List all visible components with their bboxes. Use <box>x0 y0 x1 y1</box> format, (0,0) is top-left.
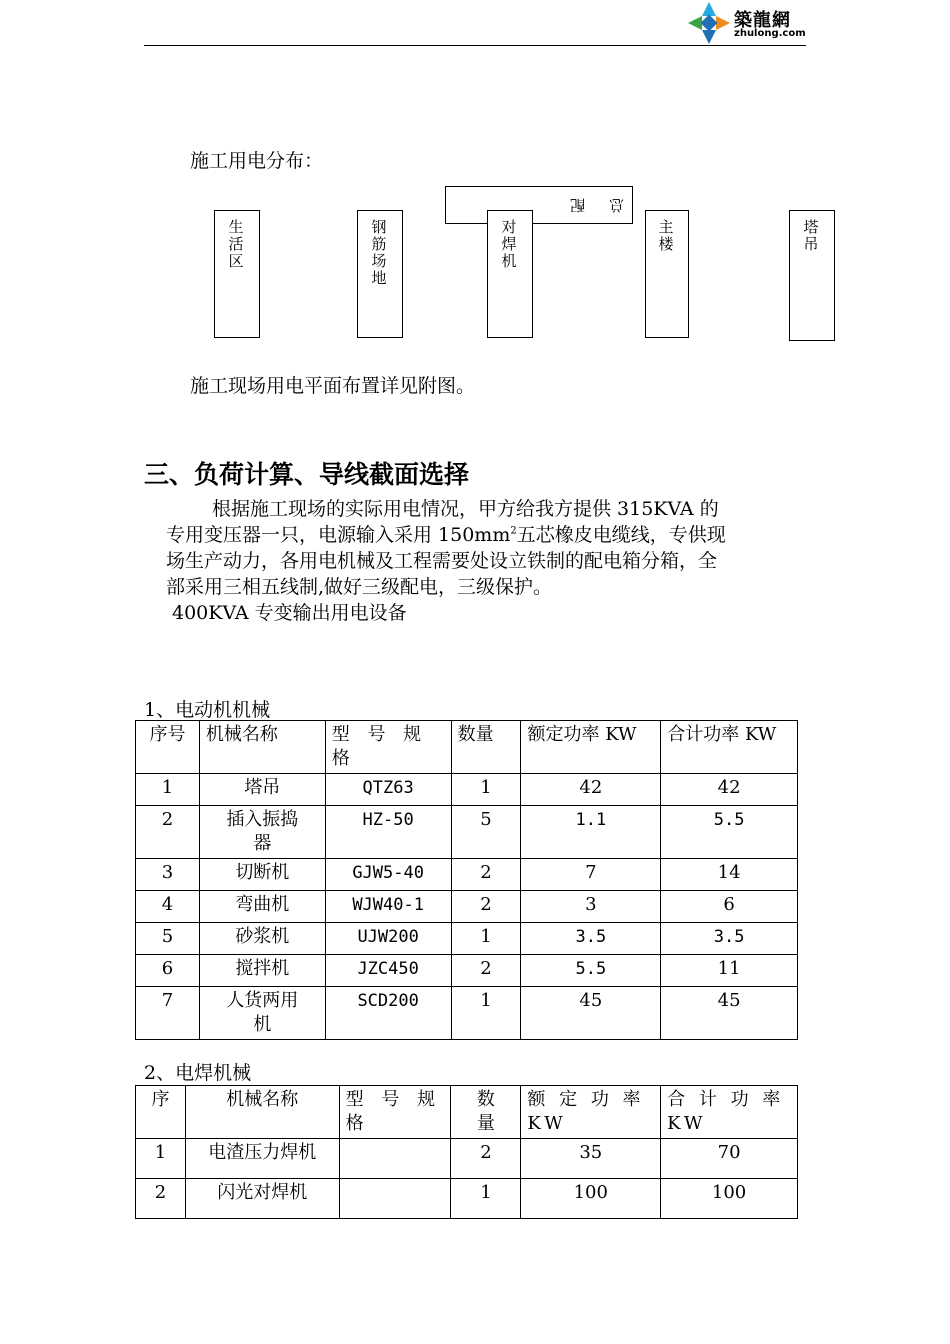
table-cell: 电渣压力焊机 <box>185 1139 339 1179</box>
table-cell <box>339 1179 451 1219</box>
table-cell: 1 <box>451 987 521 1040</box>
logo-title: 築龍網 <box>734 10 791 31</box>
box-butt-welder <box>487 210 533 338</box>
para-line-5: 400KVA 专变输出用电设备 <box>172 602 407 624</box>
table-cell: 1.1 <box>521 806 661 859</box>
table-cell: 100 <box>521 1179 661 1219</box>
table-cell: 砂浆机 <box>199 923 325 955</box>
table-cell: 2 <box>451 1139 521 1179</box>
table-cell: 6 <box>136 955 200 987</box>
table-cell: 42 <box>661 774 798 806</box>
table-cell: WJW40-1 <box>325 891 451 923</box>
table-cell: 1 <box>451 1179 521 1219</box>
table-row <box>136 891 798 923</box>
para-line-2b: 五芯橡皮电缆线，专供现 <box>516 524 726 546</box>
section-paragraph <box>166 496 811 626</box>
table1-header-cell: 额定功率 KW <box>521 721 661 774</box>
table1 <box>135 720 798 1040</box>
header-rule <box>144 45 806 46</box>
table-row <box>136 774 798 806</box>
table-cell: 3.5 <box>661 923 798 955</box>
zhulong-logo-icon <box>686 0 732 46</box>
table-cell: 3 <box>136 859 200 891</box>
table-row <box>136 923 798 955</box>
table-cell: SCD200 <box>325 987 451 1040</box>
table-cell: 2 <box>136 806 200 859</box>
table-cell: 5 <box>136 923 200 955</box>
table-row <box>136 955 798 987</box>
table-cell: 7 <box>521 859 661 891</box>
table2-header-cell: 序 <box>136 1086 186 1139</box>
table-row <box>136 1139 798 1179</box>
table-cell: 4 <box>136 891 200 923</box>
logo-url: zhulong.com <box>734 28 806 39</box>
distribution-label: 施工用电分布： <box>190 150 324 172</box>
table-cell: 插入振捣器 <box>199 806 325 859</box>
table-cell: 2 <box>451 859 521 891</box>
table-cell: 1 <box>136 1139 186 1179</box>
table-cell: JZC450 <box>325 955 451 987</box>
table-cell: 搅拌机 <box>199 955 325 987</box>
table2-header-cell: 数量 <box>451 1086 521 1139</box>
table2-header-cell: 合 计 功 率 KW <box>661 1086 798 1139</box>
table-cell: 70 <box>661 1139 798 1179</box>
table2-header-cell: 型 号 规格 <box>339 1086 451 1139</box>
table2-header-cell: 额 定 功 率 KW <box>521 1086 661 1139</box>
table1-header-cell: 合计功率 KW <box>661 721 798 774</box>
table2 <box>135 1085 798 1219</box>
box-rebar-yard-label: 钢筋场地 <box>371 218 387 287</box>
table1-header-cell: 型 号 规格 <box>325 721 451 774</box>
table-cell: QTZ63 <box>325 774 451 806</box>
table-cell: 45 <box>521 987 661 1040</box>
table-cell: 2 <box>136 1179 186 1219</box>
para-line-2 <box>166 522 811 548</box>
table-cell: 3.5 <box>521 923 661 955</box>
table-cell: UJW200 <box>325 923 451 955</box>
table1-header-row <box>136 721 798 774</box>
table1-caption: 1、电动机机械 <box>144 699 271 721</box>
table2-header-row <box>136 1086 798 1139</box>
panel-box <box>445 186 633 224</box>
para-line-1: 根据施工现场的实际用电情况，甲方给我方提供 315KVA 的 <box>212 498 719 520</box>
table-row <box>136 859 798 891</box>
table-cell: 7 <box>136 987 200 1040</box>
table-cell: 2 <box>451 891 521 923</box>
box-main-building <box>645 210 689 338</box>
table-cell: 6 <box>661 891 798 923</box>
table-cell: 塔吊 <box>199 774 325 806</box>
table1-header-cell: 序号 <box>136 721 200 774</box>
table-cell: GJW5-40 <box>325 859 451 891</box>
table-cell <box>339 1139 451 1179</box>
table1-header-cell: 机械名称 <box>199 721 325 774</box>
table-cell: 14 <box>661 859 798 891</box>
table-row <box>136 1179 798 1219</box>
table-cell: 1 <box>136 774 200 806</box>
table-cell: 1 <box>451 774 521 806</box>
table-cell: 闪光对焊机 <box>185 1179 339 1219</box>
table-cell: 3 <box>521 891 661 923</box>
para-line-4: 部采用三相五线制,做好三级配电，三级保护。 <box>166 576 553 598</box>
table1-header-cell: 数量 <box>451 721 521 774</box>
table2-header-cell: 机械名称 <box>185 1086 339 1139</box>
box-tower-crane <box>789 210 835 341</box>
table-cell: 人货两用机 <box>199 987 325 1040</box>
section-heading: 三、负荷计算、导线截面选择 <box>144 460 470 489</box>
table-cell: 切断机 <box>199 859 325 891</box>
table-row <box>136 806 798 859</box>
table-cell: 1 <box>451 923 521 955</box>
table-cell: 弯曲机 <box>199 891 325 923</box>
superscript-2: 2 <box>510 525 517 537</box>
table-cell: 42 <box>521 774 661 806</box>
table-cell: 100 <box>661 1179 798 1219</box>
plan-note: 施工现场用电平面布置详见附图。 <box>190 375 476 397</box>
table-cell: HZ-50 <box>325 806 451 859</box>
table-cell: 5.5 <box>521 955 661 987</box>
table-cell: 45 <box>661 987 798 1040</box>
table-cell: 35 <box>521 1139 661 1179</box>
panel-label: 总配 <box>546 196 625 214</box>
box-butt-welder-label: 对焊机 <box>501 218 517 270</box>
table-cell: 11 <box>661 955 798 987</box>
box-rebar-yard <box>357 210 403 338</box>
para-line-2a: 专用变压器一只，电源输入采用 150mm <box>166 524 511 546</box>
table-cell: 5.5 <box>661 806 798 859</box>
table2-caption: 2、电焊机械 <box>144 1062 252 1084</box>
para-line-3: 场生产动力，各用电机械及工程需要处设立铁制的配电箱分箱，全 <box>166 550 718 572</box>
box-living-area-label: 生活区 <box>228 218 244 270</box>
box-main-building-label: 主楼 <box>658 218 674 253</box>
table-row <box>136 987 798 1040</box>
table-cell: 2 <box>451 955 521 987</box>
table-cell: 5 <box>451 806 521 859</box>
box-living-area <box>214 210 260 338</box>
box-tower-crane-label: 塔吊 <box>803 218 819 253</box>
